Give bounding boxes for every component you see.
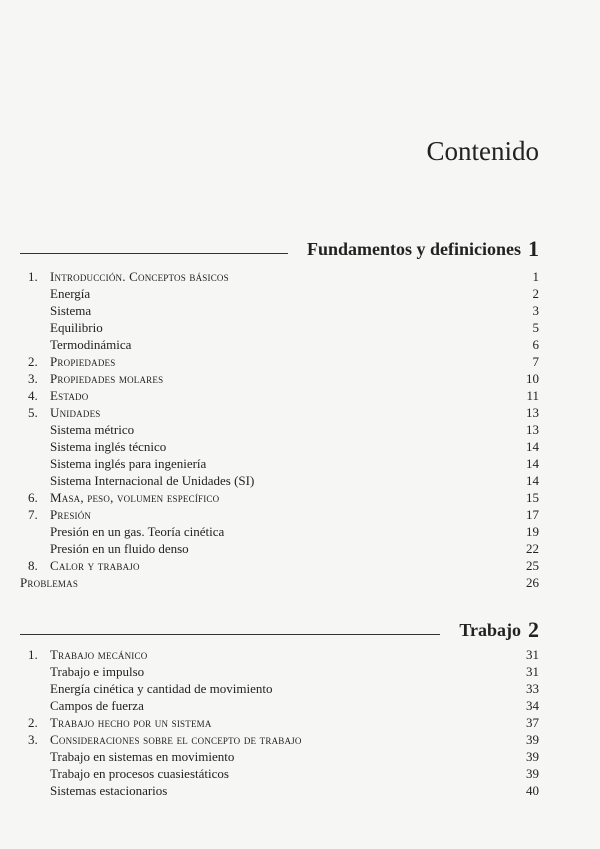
toc-entry[interactable]: [20, 472, 539, 489]
toc-entry-title: Energía cinética y cantidad de movimiento: [50, 681, 273, 696]
toc-entry-page: 14: [526, 473, 539, 488]
toc-entry-page: 22: [526, 541, 539, 556]
toc-entry[interactable]: [20, 557, 539, 574]
toc-entry[interactable]: [20, 680, 539, 697]
toc-entry-page: 13: [526, 405, 539, 420]
toc-entry-title: Masa, peso, volumen específico: [50, 490, 220, 505]
toc-entry-number: 1.: [28, 269, 38, 284]
page-title: Contenido: [426, 136, 539, 166]
toc-entry-page: 40: [526, 783, 539, 798]
toc-entry[interactable]: [20, 731, 539, 748]
toc-entry-page: 26: [526, 575, 539, 590]
toc-entry[interactable]: [20, 506, 539, 523]
toc-entry-number: 3.: [28, 371, 38, 386]
toc-entry-page: 13: [526, 422, 539, 437]
toc-entry-title: Propiedades molares: [50, 371, 164, 386]
toc-entry-page: 2: [532, 286, 539, 301]
toc-entry-page: 39: [526, 749, 539, 764]
toc-entry-title: Presión en un fluido denso: [50, 541, 189, 556]
toc-entry-page: 7: [532, 354, 539, 369]
toc-entry[interactable]: [20, 268, 539, 285]
toc-entry-page: 14: [526, 456, 539, 471]
toc-entry-page: 11: [526, 388, 539, 403]
toc-entry-title: Presión en un gas. Teoría cinética: [50, 524, 225, 539]
toc-entry-number: 2.: [28, 354, 38, 369]
toc-entry-title: Energía: [50, 286, 91, 301]
chapter-number: 1: [528, 236, 539, 261]
toc-entry-page: 14: [526, 439, 539, 454]
toc-entry[interactable]: [20, 455, 539, 472]
toc-entry[interactable]: [20, 353, 539, 370]
toc-entry-page: 15: [526, 490, 539, 505]
toc-entry-number: 2.: [28, 715, 38, 730]
toc-chapter-1: [20, 268, 539, 591]
toc-entry[interactable]: [20, 663, 539, 680]
toc-entry-title: Calor y trabajo: [50, 558, 140, 573]
toc-entry-title: Sistema métrico: [50, 422, 135, 437]
toc-entry[interactable]: [20, 387, 539, 404]
toc-entry-title: Presión: [50, 507, 92, 522]
toc-entry-page: 31: [526, 664, 539, 679]
toc-entry-number: 3.: [28, 732, 38, 747]
toc-entry[interactable]: [20, 574, 539, 591]
toc-entry-page: 37: [526, 715, 539, 730]
toc-entry-title: Problemas: [20, 575, 79, 590]
toc-entry-title: Propiedades: [50, 354, 116, 369]
toc-entry-page: 39: [526, 732, 539, 747]
toc-entry-page: 10: [526, 371, 539, 386]
toc-entry[interactable]: [20, 782, 539, 799]
toc-entry-title: Sistemas estacionarios: [50, 783, 168, 798]
toc-entry-title: Sistema inglés para ingeniería: [50, 456, 207, 471]
toc-entry-title: Trabajo e impulso: [50, 664, 145, 679]
chapter-header-1: [20, 238, 539, 260]
toc-entry-number: 4.: [28, 388, 38, 403]
toc-entry-title: Equilibrio: [50, 320, 103, 335]
toc-entry-number: 1.: [28, 647, 38, 662]
toc-entry[interactable]: [20, 697, 539, 714]
toc-entry-title: Trabajo hecho por un sistema: [50, 715, 212, 730]
toc-entry[interactable]: [20, 765, 539, 782]
toc-entry[interactable]: [20, 489, 539, 506]
toc-entry-number: 8.: [28, 558, 38, 573]
toc-entry[interactable]: [20, 540, 539, 557]
toc-entry-page: 25: [526, 558, 539, 573]
toc-entry-number: 6.: [28, 490, 38, 505]
toc-entry[interactable]: [20, 714, 539, 731]
toc-entry-page: 1: [532, 269, 539, 284]
toc-entry-number: 5.: [28, 405, 38, 420]
toc-entry-page: 33: [526, 681, 539, 696]
toc-entry-title: Trabajo en procesos cuasiestáticos: [50, 766, 229, 781]
chapter-rule: [20, 634, 440, 635]
toc-entry-title: Sistema Internacional de Unidades (SI): [50, 473, 255, 488]
toc-entry-page: 39: [526, 766, 539, 781]
toc-entry-page: 5: [532, 320, 539, 335]
toc-entry-number: 7.: [28, 507, 38, 522]
toc-entry[interactable]: [20, 523, 539, 540]
toc-entry[interactable]: [20, 646, 539, 663]
toc-entry[interactable]: [20, 404, 539, 421]
chapter-title: Trabajo: [459, 620, 521, 640]
toc-entry-title: Campos de fuerza: [50, 698, 144, 713]
toc-entry[interactable]: [20, 285, 539, 302]
chapter-number: 2: [528, 617, 539, 642]
chapter-title: Fundamentos y definiciones: [306, 239, 521, 259]
toc-entry-page: 31: [526, 647, 539, 662]
toc-entry[interactable]: [20, 421, 539, 438]
toc-entry-title: Sistema inglés técnico: [50, 439, 167, 454]
toc-entry-title: Trabajo mecánico: [50, 647, 148, 662]
toc-entry-title: Introducción. Conceptos básicos: [50, 269, 229, 284]
toc-entry-title: Sistema: [50, 303, 92, 318]
toc-entry-page: 19: [526, 524, 539, 539]
chapter-header-2: [20, 619, 539, 641]
toc-entry[interactable]: [20, 336, 539, 353]
toc-entry[interactable]: [20, 438, 539, 455]
toc-entry-page: 6: [532, 337, 539, 352]
toc-entry-title: Unidades: [50, 405, 101, 420]
toc-entry-page: 17: [526, 507, 539, 522]
toc-entry[interactable]: [20, 748, 539, 765]
toc-entry[interactable]: [20, 319, 539, 336]
toc-entry-title: Estado: [50, 388, 89, 403]
toc-entry[interactable]: [20, 370, 539, 387]
toc-chapter-2: [20, 646, 539, 799]
chapter-rule: [20, 253, 288, 254]
toc-entry-title: Consideraciones sobre el concepto de trabajo: [50, 732, 302, 747]
toc-entry-page: 3: [532, 303, 539, 318]
toc-entry-title: Trabajo en sistemas en movimiento: [50, 749, 235, 764]
toc-entry[interactable]: [20, 302, 539, 319]
toc-entry-title: Termodinámica: [50, 337, 132, 352]
toc-entry-page: 34: [526, 698, 539, 713]
